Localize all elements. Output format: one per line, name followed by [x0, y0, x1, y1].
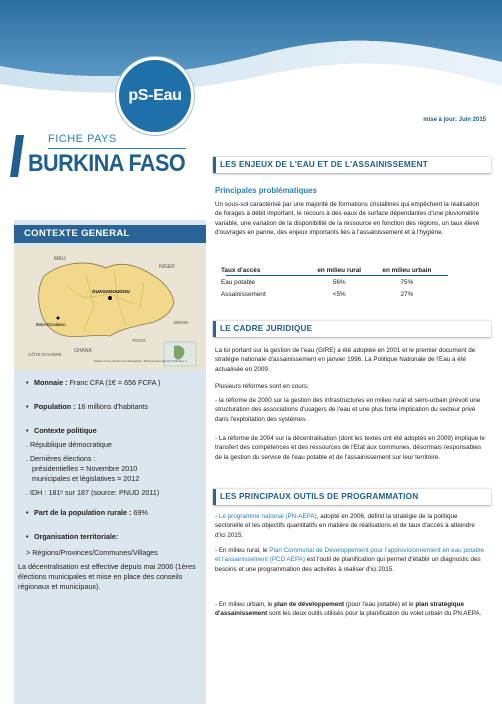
access-header-urbain: en milieu urbain: [382, 266, 432, 274]
section-cadre-header: [213, 320, 491, 337]
map-label-bobo: Bobo-Dioulasso: [36, 322, 66, 327]
country-title: BURKINA FASO: [28, 150, 186, 177]
section-enjeux-title: LES ENJEUX DE L'EAU ET DE L'ASSAINISSEMENT: [220, 160, 428, 169]
population-item: • Population : 16 millions d'habitants: [26, 402, 149, 411]
context-heading-bar: [14, 225, 206, 243]
outils-p2: - En milieu rural, le Plan Communal de Développement pour l'approvisionnement en eau potable et l'assainissement (PCD AEPA) est l'outil de planification qui permet d'établir un diagnostic des besoins et une programmation des activités à réaliser d'ici 2015.: [215, 547, 484, 573]
cadre-p2: Plusieurs réformes sont en cours:: [215, 383, 309, 390]
row-eau-label: Eau potable: [221, 278, 256, 286]
link-programme-national[interactable]: Le programme national (PN-AEPA): [218, 513, 317, 520]
access-rate-table: [221, 264, 443, 300]
map-caption: Nations Unies Section de cartographie / Burkina Faso Map No 4230 Rev. 3: [94, 359, 187, 363]
row-assain-label: Assainissement: [221, 290, 266, 298]
politique-line-2: . Dernières élections :: [26, 454, 96, 463]
table-divider: [226, 275, 448, 276]
map-label-mali: MALI: [54, 256, 66, 262]
plan-developpement: plan de développement: [274, 601, 345, 608]
context-text: [18, 374, 204, 592]
section-enjeux-header: [213, 156, 491, 173]
population-label: Population :: [34, 402, 76, 411]
outils-p1: - Le programme national (PN-AEPA), adopté en 2006, définit la stratégie de la politique sectorielle et les objectifs quantitatifs en matière de réalisations et de taux d'accès à atteindre d'ici 2015.: [215, 513, 475, 539]
pseau-logo: [116, 57, 194, 135]
map-label-togo: TOGO: [132, 338, 146, 343]
politique-line-1: . République démocratique: [26, 440, 112, 449]
context-heading: CONTEXTE GENERAL: [24, 228, 130, 239]
country-map: [14, 246, 206, 370]
table-row: [221, 288, 443, 300]
politique-item: • Contexte politique: [26, 426, 97, 435]
monnaie-value: Franc CFA (1€ = 656 FCFA ): [69, 378, 161, 387]
row-eau-urbain: 75%: [400, 278, 414, 286]
title-rule: [48, 148, 186, 149]
cadre-p1: La loi portant sur la gestion de l'eau (GIRE) a été adoptée en 2001 et le premier document de stratégie nationale d'assainissement en janvier 1996. La Politique Nationale de l'Eau a été actualisée en 2009.: [215, 347, 476, 373]
section-outils-header: [213, 488, 491, 505]
title-slash-mark: [10, 135, 24, 177]
header-wave-banner: [0, 0, 502, 120]
plan-strategique: plan stratégique d'assainissement: [215, 601, 464, 618]
row-eau-rural: 56%: [332, 278, 346, 286]
rurale-item: • Part de la population rurale : 69%: [26, 508, 148, 517]
section-cadre-title: LE CADRE JURIDIQUE: [220, 324, 313, 333]
access-header-label: Taux d'accès: [221, 266, 261, 274]
row-assain-rural: <5%: [332, 290, 346, 298]
link-pcd-aepa[interactable]: Plan Communal de Développement pour l'approvisionnement en eau potable et l'assainissement (PCD AEPA): [215, 547, 484, 564]
access-header-rural: en milieu rural: [317, 266, 362, 274]
idh-line: . IDH : 181ᵉ sur 187 (source: PNUD 2011): [26, 488, 160, 497]
map-label-benin: BÉNIN: [174, 320, 189, 325]
rurale-label: Part de la population rurale :: [34, 508, 132, 517]
table-row: [221, 276, 443, 288]
section-outils-title: LES PRINCIPAUX OUTILS DE PROGRAMMATION: [220, 492, 419, 501]
map-label-ghana: GHANA: [74, 348, 92, 354]
fiche-pays-label: FICHE PAYS: [48, 133, 117, 145]
cadre-p3: - la réforme de 2000 sur la gestion des infrastructures en milieu rural et semi-urbain prévoit une structuration des associations d'usagers de l'eau et une plus forte implication du secteur privé dans l'exploitation des systèmes.: [215, 397, 481, 423]
map-label-ouagadougou: OUAGADOUGOU: [92, 289, 130, 294]
map-label-cote-divoire: CÔTE D'IVOIRE: [28, 352, 62, 357]
monnaie-item: • Monnaie : Franc CFA (1€ = 656 FCFA ): [26, 378, 161, 387]
map-label-niger: NIGER: [159, 264, 175, 270]
enjeux-paragraph: Un sous-sol caractérisé par une majorité de formations cristallines qui empêchent la réalisation de forages à débit important, le recours à des eaux de surface dépendantes d'une pluviométrie variable, une variation de la disponibilité de la ressource en fonction des régions, un taux élevé d'ouvrages en panne, des enjeux importants liés à l'assainissement et à l'hygiène.: [215, 201, 480, 237]
row-assain-urbain: 27%: [400, 290, 414, 298]
politique-line-4: municipales et législatives = 2012: [32, 474, 140, 483]
orga-value: > Régions/Provinces/Communes/Villages: [26, 548, 158, 557]
outils-p3: - En milieu urbain, le plan de développement (pour l'eau potable) et le plan stratégique d'assainissement sont les deux outils utilisés pour la planification du volet urbain du PN AEPA.: [215, 601, 482, 618]
monnaie-label: Monnaie :: [34, 378, 68, 387]
subtitle-problematiques: Principales problématiques: [215, 186, 317, 195]
cadre-p4: - La réforme de 2004 sur la décentralisation (dont les textes ont été adoptés en 2009) implique le transfert des compétences et des ressources de l'Etat aux communes, désormais responsables de la gestion du service de l'eau potable et de l'assainissement sur leur territoire.: [215, 435, 485, 461]
politique-line-3: présidentielles = Novembre 2010: [32, 464, 138, 473]
population-value: 16 millions d'habitants: [77, 402, 149, 411]
rurale-value: 69%: [133, 508, 148, 517]
politique-label: Contexte politique: [34, 426, 97, 435]
orga-label: Organisation territoriale:: [34, 532, 119, 541]
decentralisation-text: La décentralisation est effective depuis mai 2006 (1ères élections municipales et mise en place des conseils régionaux et municipaux).: [18, 562, 196, 591]
update-date: mise à jour: Juin 2015: [423, 117, 486, 123]
orga-item: • Organisation territoriale:: [26, 532, 119, 541]
logo-text: pS-Eau: [128, 87, 182, 104]
